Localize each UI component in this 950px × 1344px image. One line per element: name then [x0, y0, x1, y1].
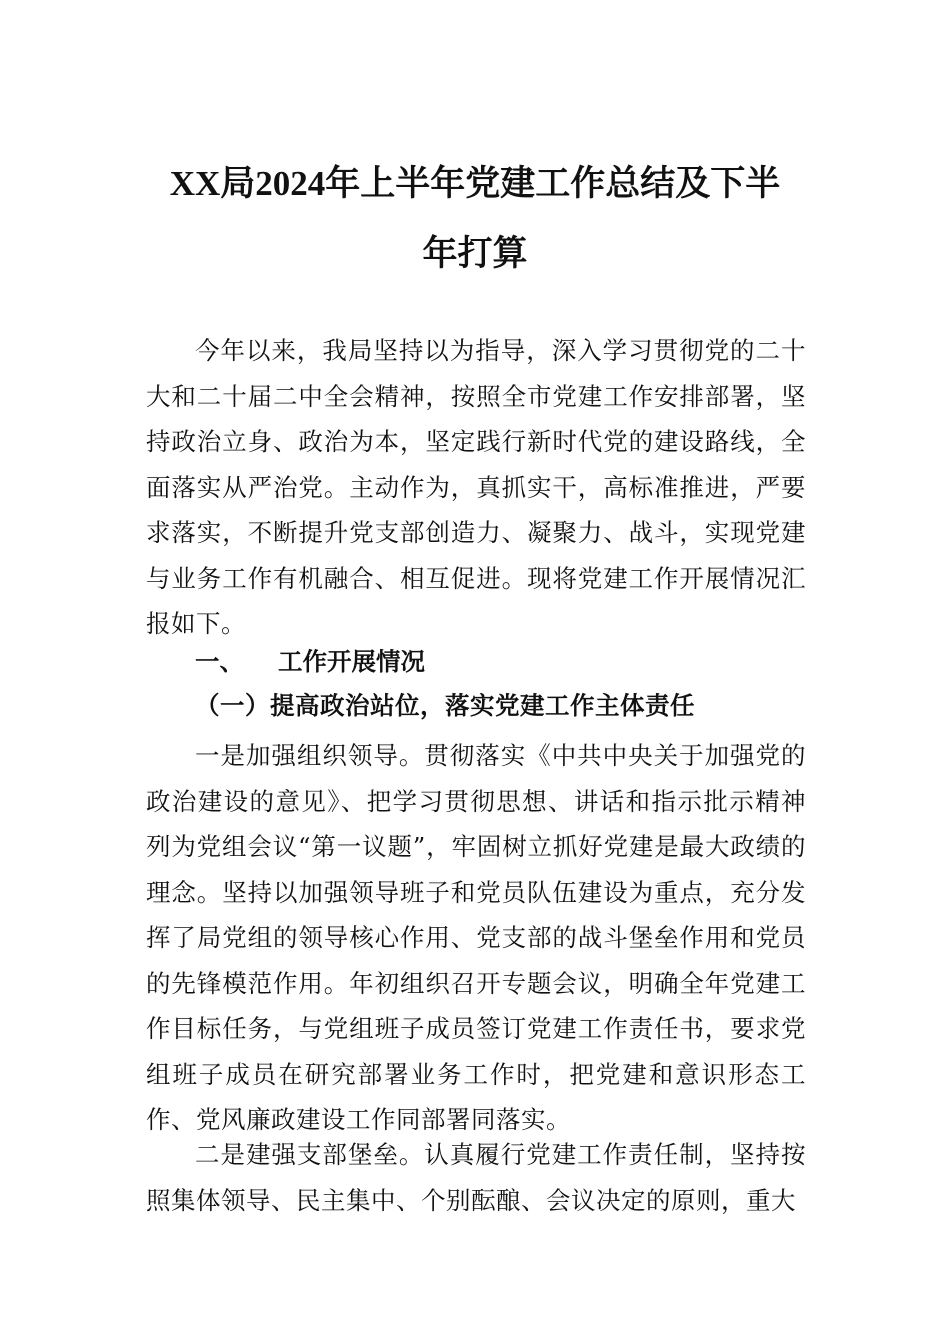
paragraph-two-block [146, 1132, 806, 1223]
subsection-heading: （一）提高政治站位，落实党建工作主体责任 [195, 691, 695, 720]
intro-paragraph-block [146, 328, 806, 647]
intro-paragraph: 今年以来，我局坚持以为指导，深入学习贯彻党的二十大和二十届二中全会精神，按照全市党建工作安排部署，坚持政治立身、政治为本，坚定践行新时代党的建设路线，全面落实从严治党。主动作为，真抓实干，高标准推进，严要求落实，不断提升党支部创造力、凝聚力、战斗，实现党建与业务工作有机融合、相互促进。现将党建工作开展情况汇报如下。 [146, 336, 806, 638]
section-title: 工作开展情况 [278, 647, 425, 676]
paragraph-two: 二是建强支部堡垒。认真履行党建工作责任制，坚持按照集体领导、民主集中、个别酝酿、会议决定的原则，重大 [146, 1140, 806, 1215]
paragraph-one: 一是加强组织领导。贯彻落实《中共中央关于加强党的政治建设的意见》、把学习贯彻思想、讲话和指示批示精神列为党组会议“第一议题”，牢固树立抓好党建是最大政绩的理念。坚持以加强领导班子和党员队伍建设为重点，充分发挥了局党组的领导核心作用、党支部的战斗堡垒作用和党员的先锋模范作用。年初组织召开专题会议，明确全年党建工作目标任务，与党组班子成员签订党建工作责任书，要求党组班子成员在研究部署业务工作时，把党建和意识形态工作、党风廉政建设工作同部署同落实。 [146, 741, 806, 1134]
document-title-line-2: 年打算 [422, 234, 528, 273]
section-number: 一、 [195, 647, 244, 676]
paragraph-one-block [146, 733, 806, 1143]
section-heading [195, 644, 425, 680]
document-title-line-1: XX局2024年上半年党建工作总结及下半 [169, 164, 781, 203]
